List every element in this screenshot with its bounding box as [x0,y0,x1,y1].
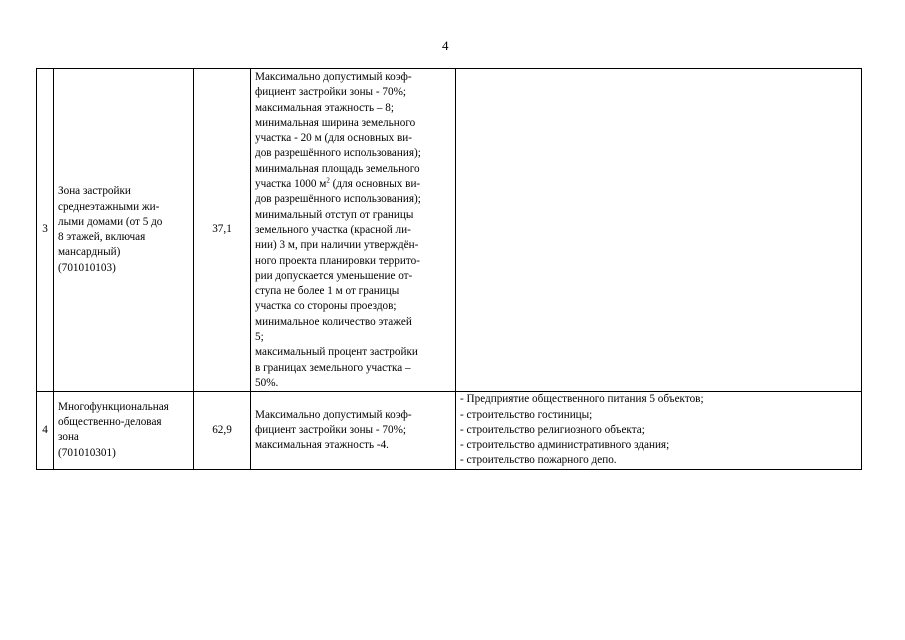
object-item: - Предприятие общественного питания 5 объектов; [460,393,704,406]
param-line: минимальное количество этажей [255,315,412,328]
zone-name-line: 8 этажей, включая [58,231,146,244]
zone-area: 62,9 [194,392,251,469]
param-line: дов разрешённого использования); [255,147,421,160]
param-line: 5; [255,331,264,344]
param-line: Максимально допустимый коэф- [255,408,412,421]
table-row [37,392,862,469]
zone-name-line: Многофункциональная [58,400,169,413]
zone-name-line: лыми домами (от 5 до [58,215,163,228]
param-line: участка со стороны проездов; [255,300,397,313]
param-line: фициент застройки зоны - 70%; [255,86,407,99]
page-number: 4 [442,38,449,53]
row-number: 4 [37,392,54,469]
zones-table [36,68,862,470]
row-number: 3 [37,69,54,392]
param-line: ного проекта планировки террито- [255,254,420,267]
param-line: нии) 3 м, при наличии утверждён- [255,239,419,252]
planned-objects [456,69,862,392]
zone-parameters [251,69,456,392]
param-line: дов разрешённого использования); [255,193,421,206]
zone-name [54,69,194,392]
param-text: (для основных ви- [332,178,421,191]
zone-name-line: мансардный) [58,246,121,259]
param-line [255,177,451,192]
object-item: - строительство гостиницы; [460,408,593,421]
object-item: - строительство административного здания; [460,439,670,452]
planned-objects [456,392,862,469]
param-line: максимальная этажность – 8; [255,101,394,114]
param-line: минимальная ширина земельного [255,116,416,129]
zone-name-line: общественно-деловая [58,416,162,429]
param-line: фициент застройки зоны - 70%; [255,423,407,436]
zone-name-line: среднеэтажными жи- [58,200,160,213]
superscript: 2 [326,176,330,185]
param-line: рии допускается уменьшение от- [255,269,413,282]
table-row [37,69,862,392]
param-line: минимальный отступ от границы [255,208,414,221]
zone-parameters [251,392,456,469]
zone-area: 37,1 [194,69,251,392]
param-line: земельного участка (красной ли- [255,223,411,236]
zone-code: (701010301) [58,446,116,459]
param-line: минимальная площадь земельного [255,162,420,175]
param-line: ступа не более 1 м от границы [255,285,400,298]
zone-name-line: Зона застройки [58,185,131,198]
param-line: максимальная этажность -4. [255,439,389,452]
object-item: - строительство пожарного депо. [460,454,617,467]
param-line: максимальный процент застройки [255,346,418,359]
param-line: в границах земельного участка – [255,361,411,374]
param-line: 50%. [255,376,279,389]
object-item: - строительство религиозного объекта; [460,423,645,436]
param-text: участка 1000 м [255,178,327,191]
param-line: Максимально допустимый коэф- [255,71,412,83]
zone-code: (701010103) [58,261,116,274]
zone-name [54,392,194,469]
param-line: участка - 20 м (для основных ви- [255,132,412,145]
zone-name-line: зона [58,431,79,444]
